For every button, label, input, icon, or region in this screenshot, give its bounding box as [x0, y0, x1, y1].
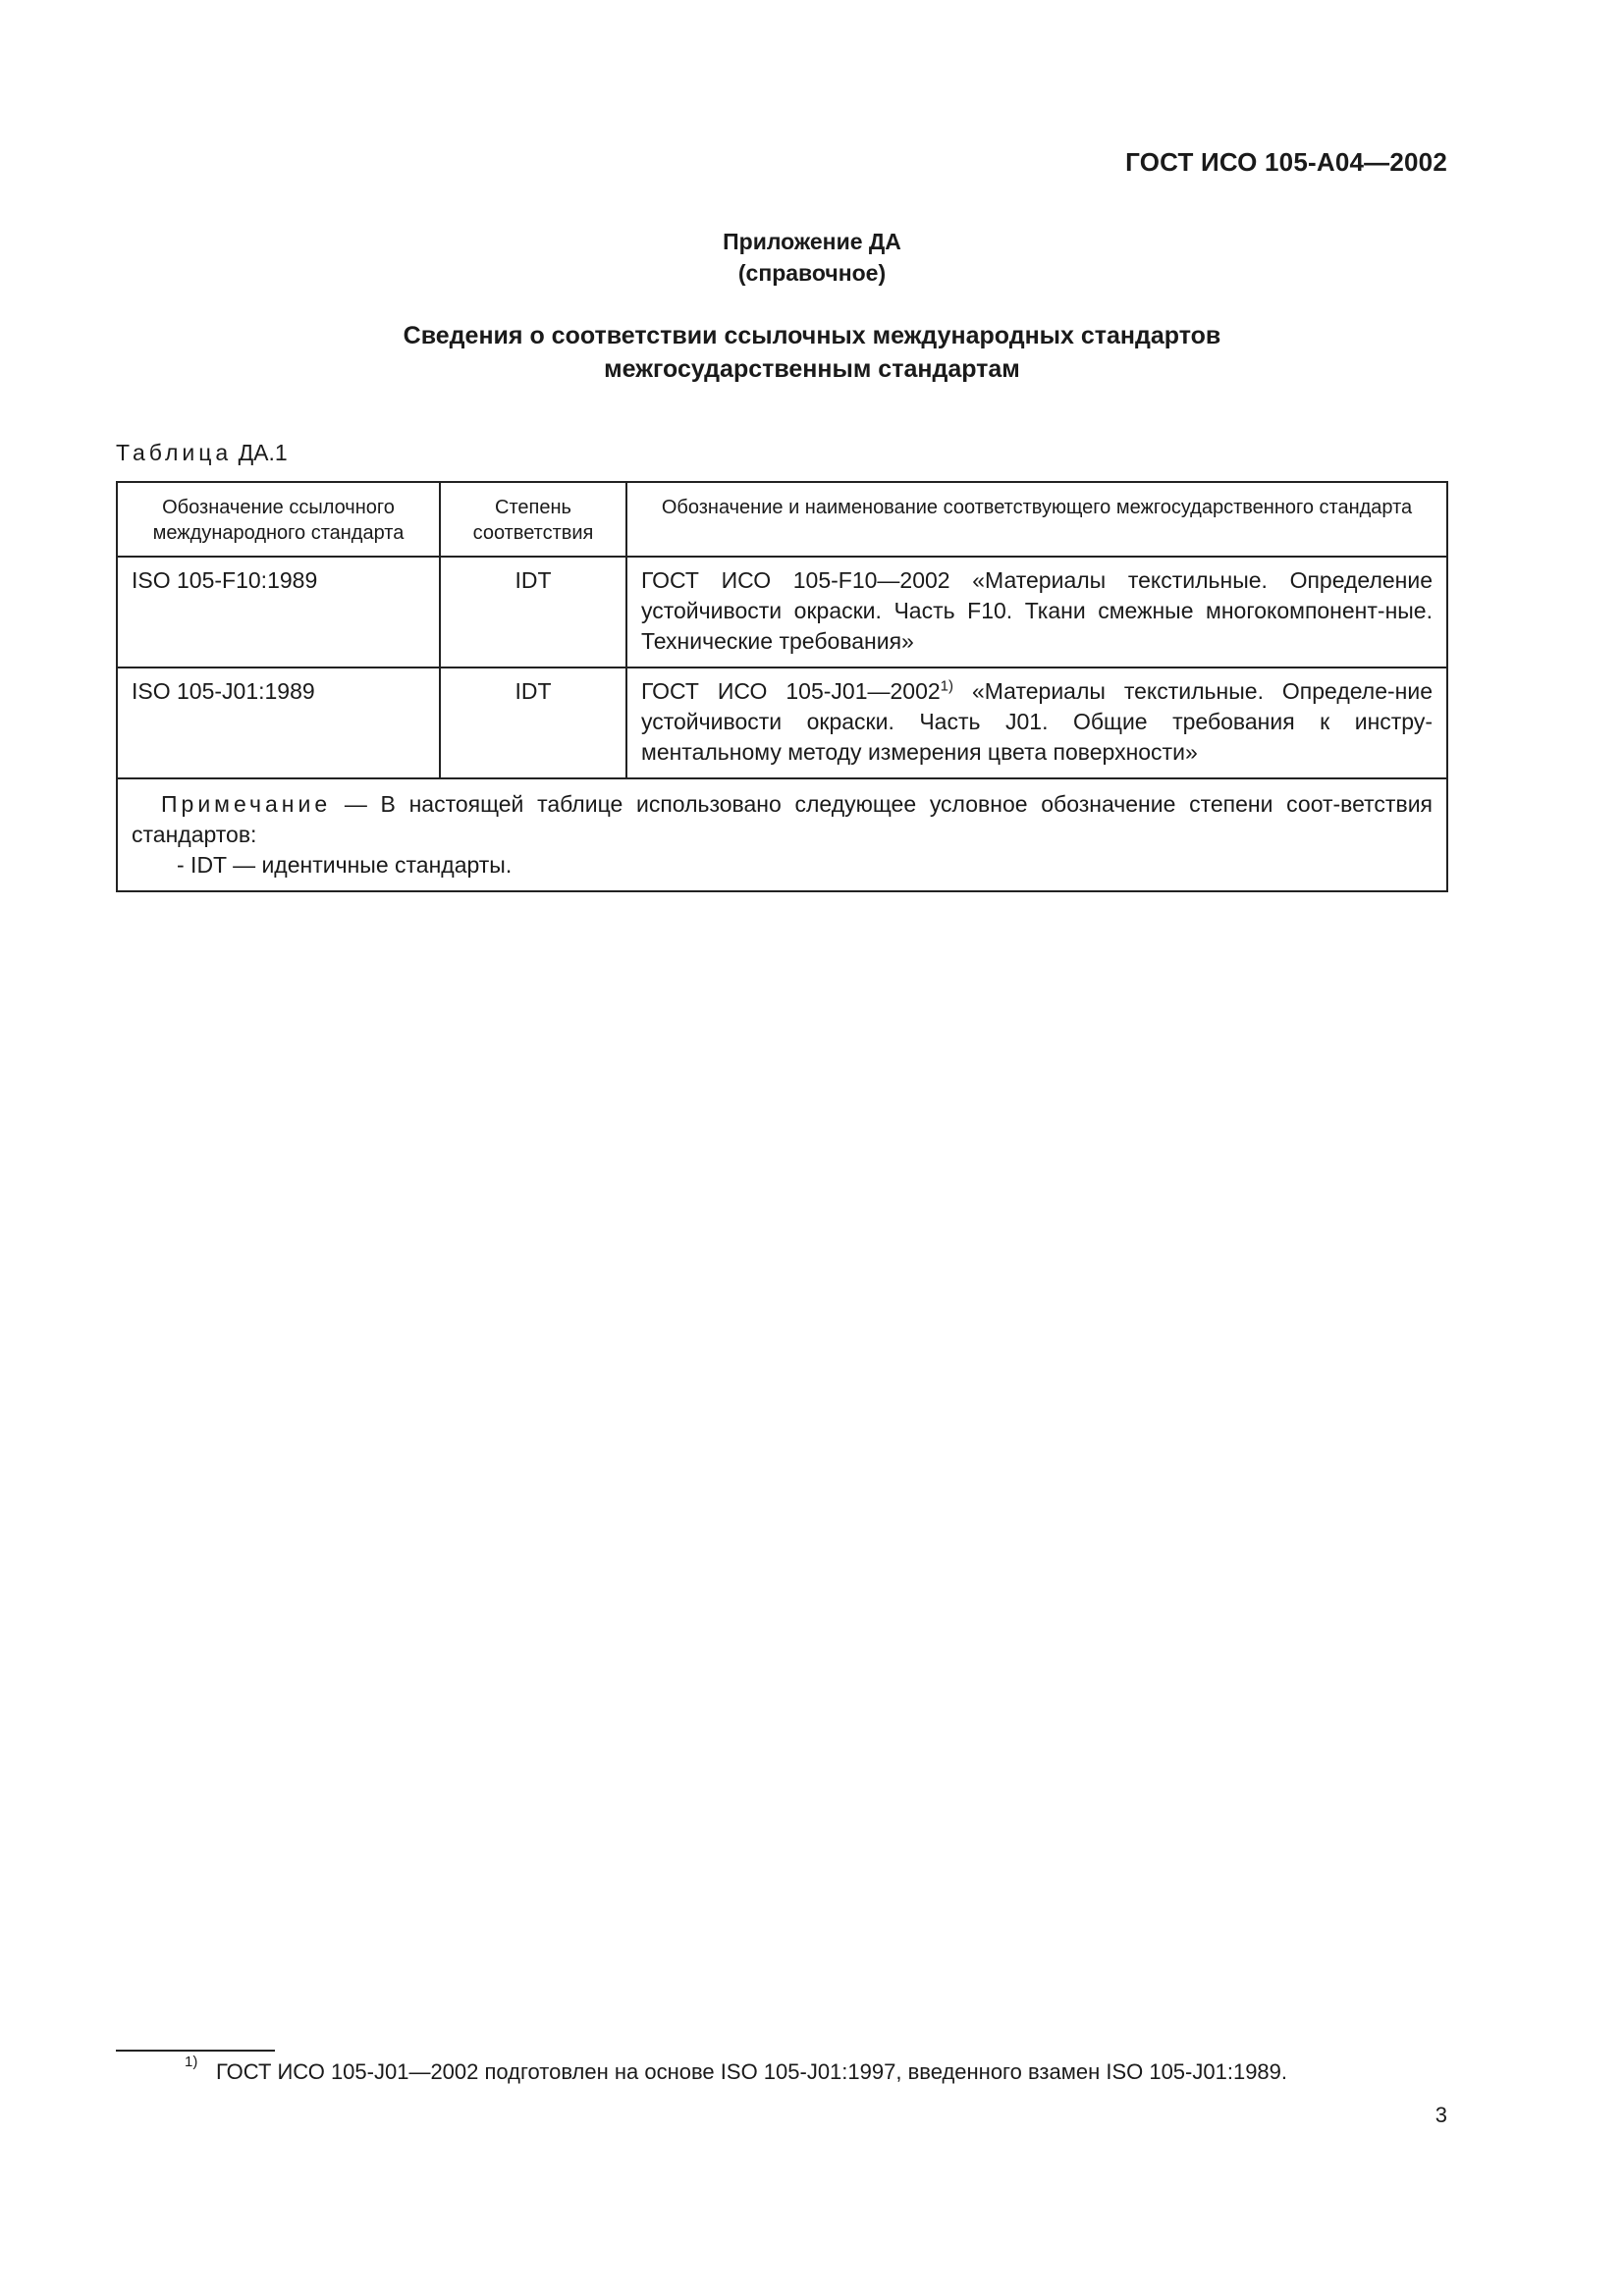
header-ref-standard: Обозначение ссылочного международного стандарта: [117, 482, 440, 557]
table-note: [117, 778, 1447, 891]
page-number: 3: [1435, 2103, 1447, 2127]
footnote: [185, 2054, 1288, 2085]
appendix-title-line-2: межгосударственным стандартам: [604, 355, 1020, 383]
cell-interstate-standard: [626, 667, 1447, 778]
table-row: [117, 557, 1447, 667]
note-label: Примечание: [161, 791, 332, 817]
appendix-kind: (справочное): [737, 260, 887, 286]
footnote-reference: 1): [940, 677, 954, 695]
standard-code: ГОСТ ИСО 105-J01—2002: [641, 678, 941, 704]
table-label-word: Таблица: [116, 440, 233, 465]
appendix-label: Приложение ДА: [723, 229, 901, 254]
footnote-text: ГОСТ ИСО 105-J01—2002 подготовлен на основе ISO 105-J01:1997, введенного взамен ISO 105-J01:1989.: [216, 2059, 1288, 2084]
table-header-row: [117, 482, 1447, 557]
cell-interstate-standard: ГОСТ ИСО 105-F10—2002 «Материалы текстильные. Определение устойчивости окраски. Часть F10. Ткани смежные многокомпонент-ные. Технические требования»: [626, 557, 1447, 667]
table-label-number: ДА.1: [238, 440, 288, 465]
standard-title: «Материалы текстильные. Определе-ние устойчивости окраски. Часть J01. Общие требования к инстру-ментальному методу измерения цвета поверхности»: [641, 678, 1433, 765]
table-row: [117, 667, 1447, 778]
table-note-row: [117, 778, 1447, 891]
note-item: - IDT — идентичные стандарты.: [177, 852, 513, 878]
note-text: — В настоящей таблице использовано следующее условное обозначение степени соот-ветствия стандартов:: [132, 791, 1433, 847]
cell-degree: IDT: [440, 557, 626, 667]
table-label: [116, 440, 288, 466]
correspondence-table: [116, 481, 1448, 892]
cell-degree: IDT: [440, 667, 626, 778]
appendix-title: [0, 319, 1624, 386]
footnote-separator: [116, 2050, 275, 2052]
header-degree: Степень соответствия: [440, 482, 626, 557]
footnote-mark: 1): [185, 2054, 198, 2070]
document-code: ГОСТ ИСО 105-А04—2002: [1125, 147, 1447, 177]
header-interstate-standard: Обозначение и наименование соответствующего межгосударственного стандарта: [626, 482, 1447, 557]
appendix-title-line-1: Сведения о соответствии ссылочных международных стандартов: [403, 322, 1221, 349]
cell-ref-standard: ISO 105-F10:1989: [117, 557, 440, 667]
appendix-heading: [0, 226, 1624, 289]
cell-ref-standard: ISO 105-J01:1989: [117, 667, 440, 778]
